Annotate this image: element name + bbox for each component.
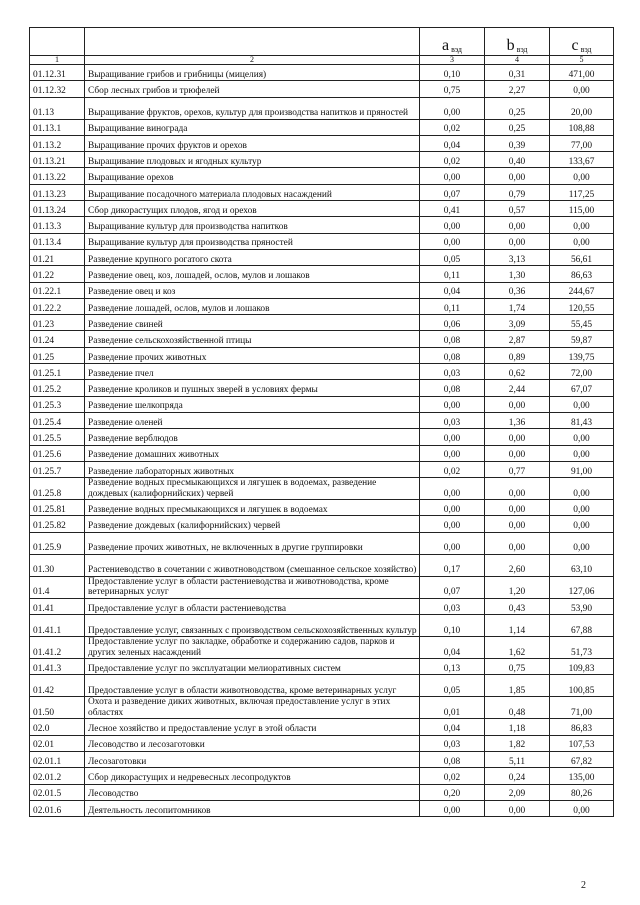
row-name: Предоставление услуг в области растениеводства bbox=[85, 598, 420, 614]
row-value-b: 1,20 bbox=[485, 576, 550, 598]
row-value-a: 0,04 bbox=[420, 135, 485, 151]
row-value-c: 120,55 bbox=[550, 298, 614, 314]
table-row bbox=[30, 800, 614, 816]
coefficients-table bbox=[29, 27, 614, 817]
row-value-a: 0,07 bbox=[420, 576, 485, 598]
row-value-c: 0,00 bbox=[550, 168, 614, 184]
table-row bbox=[30, 298, 614, 314]
row-value-a: 0,03 bbox=[420, 412, 485, 428]
row-name: Разведение овец и коз bbox=[85, 282, 420, 298]
row-value-b: 0,48 bbox=[485, 697, 550, 719]
table-row bbox=[30, 396, 614, 412]
row-name: Разведение крупного рогатого скота bbox=[85, 249, 420, 265]
row-value-c: 59,87 bbox=[550, 331, 614, 347]
table-row bbox=[30, 135, 614, 151]
row-value-c: 0,00 bbox=[550, 233, 614, 249]
row-value-b: 1,30 bbox=[485, 266, 550, 282]
row-code: 01.42 bbox=[30, 675, 85, 697]
row-code: 01.25.7 bbox=[30, 461, 85, 477]
row-value-c: 0,00 bbox=[550, 478, 614, 500]
row-code: 01.41.1 bbox=[30, 615, 85, 637]
table-row bbox=[30, 217, 614, 233]
row-value-c: 72,00 bbox=[550, 364, 614, 380]
row-code: 01.12.31 bbox=[30, 65, 85, 81]
row-value-c: 71,00 bbox=[550, 697, 614, 719]
row-name: Лесозаготовки bbox=[85, 751, 420, 767]
row-code: 01.13.22 bbox=[30, 168, 85, 184]
row-code: 01.25.81 bbox=[30, 500, 85, 516]
row-code: 01.13.3 bbox=[30, 217, 85, 233]
row-code: 02.01.1 bbox=[30, 751, 85, 767]
row-name: Предоставление услуг, связанных с производством сельскохозяйственных культур bbox=[85, 615, 420, 637]
row-value-a: 0,00 bbox=[420, 532, 485, 554]
row-code: 01.30 bbox=[30, 554, 85, 576]
row-value-c: 0,00 bbox=[550, 81, 614, 97]
row-value-a: 0,00 bbox=[420, 800, 485, 816]
row-value-c: 56,61 bbox=[550, 249, 614, 265]
row-name: Выращивание винограда bbox=[85, 119, 420, 135]
table-row bbox=[30, 675, 614, 697]
table-row bbox=[30, 637, 614, 659]
table-row bbox=[30, 168, 614, 184]
row-value-b: 0,39 bbox=[485, 135, 550, 151]
row-name: Деятельность лесопитомников bbox=[85, 800, 420, 816]
row-name: Выращивание культур для производства пряностей bbox=[85, 233, 420, 249]
row-value-c: 67,07 bbox=[550, 380, 614, 396]
row-code: 01.4 bbox=[30, 576, 85, 598]
row-name: Разведение лабораторных животных bbox=[85, 461, 420, 477]
row-value-a: 0,08 bbox=[420, 347, 485, 363]
column-number-row bbox=[30, 56, 614, 65]
row-value-a: 0,75 bbox=[420, 81, 485, 97]
row-value-c: 107,53 bbox=[550, 735, 614, 751]
row-value-c: 471,00 bbox=[550, 65, 614, 81]
row-code: 01.13.24 bbox=[30, 201, 85, 217]
row-code: 01.25.82 bbox=[30, 516, 85, 532]
row-code: 01.41 bbox=[30, 598, 85, 614]
header-a-subscript: вэд bbox=[451, 44, 462, 54]
row-name: Лесоводство и лесозаготовки bbox=[85, 735, 420, 751]
row-code: 01.13.23 bbox=[30, 184, 85, 200]
row-value-b: 0,25 bbox=[485, 119, 550, 135]
table-row bbox=[30, 65, 614, 81]
row-value-a: 0,11 bbox=[420, 298, 485, 314]
row-value-a: 0,08 bbox=[420, 380, 485, 396]
row-code: 01.12.32 bbox=[30, 81, 85, 97]
row-value-c: 77,00 bbox=[550, 135, 614, 151]
row-value-b: 1,85 bbox=[485, 675, 550, 697]
row-name: Лесное хозяйство и предоставление услуг в этой области bbox=[85, 719, 420, 735]
row-value-c: 63,10 bbox=[550, 554, 614, 576]
row-value-b: 0,00 bbox=[485, 168, 550, 184]
row-code: 01.21 bbox=[30, 249, 85, 265]
row-name: Охота и разведение диких животных, включая предоставление услуг в этих областях bbox=[85, 697, 420, 719]
row-code: 02.01 bbox=[30, 735, 85, 751]
table-row bbox=[30, 331, 614, 347]
row-value-c: 51,73 bbox=[550, 637, 614, 659]
header-a bbox=[420, 28, 485, 56]
row-value-c: 135,00 bbox=[550, 768, 614, 784]
row-value-b: 1,14 bbox=[485, 615, 550, 637]
row-value-b: 0,79 bbox=[485, 184, 550, 200]
row-value-c: 53,90 bbox=[550, 598, 614, 614]
table-row bbox=[30, 429, 614, 445]
row-value-a: 0,04 bbox=[420, 282, 485, 298]
table-row bbox=[30, 461, 614, 477]
row-value-b: 0,00 bbox=[485, 217, 550, 233]
row-value-b: 0,36 bbox=[485, 282, 550, 298]
row-code: 01.25.5 bbox=[30, 429, 85, 445]
row-value-c: 100,85 bbox=[550, 675, 614, 697]
row-name: Лесоводство bbox=[85, 784, 420, 800]
row-value-a: 0,05 bbox=[420, 249, 485, 265]
row-name: Разведение дождевых (калифорнийских) червей bbox=[85, 516, 420, 532]
row-value-a: 0,03 bbox=[420, 598, 485, 614]
row-value-b: 0,62 bbox=[485, 364, 550, 380]
row-value-c: 86,83 bbox=[550, 719, 614, 735]
row-value-a: 0,00 bbox=[420, 429, 485, 445]
row-code: 01.13.21 bbox=[30, 152, 85, 168]
row-name: Сбор лесных грибов и трюфелей bbox=[85, 81, 420, 97]
column-number: 1 bbox=[30, 56, 85, 65]
row-name: Выращивание плодовых и ягодных культур bbox=[85, 152, 420, 168]
row-value-b: 1,36 bbox=[485, 412, 550, 428]
row-value-c: 67,88 bbox=[550, 615, 614, 637]
row-value-c: 127,06 bbox=[550, 576, 614, 598]
table-row bbox=[30, 697, 614, 719]
row-value-a: 0,13 bbox=[420, 659, 485, 675]
row-name: Разведение шелкопряда bbox=[85, 396, 420, 412]
row-value-b: 0,57 bbox=[485, 201, 550, 217]
row-value-b: 0,40 bbox=[485, 152, 550, 168]
table-row bbox=[30, 282, 614, 298]
row-value-a: 0,02 bbox=[420, 152, 485, 168]
row-code: 01.25.6 bbox=[30, 445, 85, 461]
row-name: Выращивание орехов bbox=[85, 168, 420, 184]
row-value-c: 244,67 bbox=[550, 282, 614, 298]
row-value-a: 0,08 bbox=[420, 331, 485, 347]
row-value-b: 0,75 bbox=[485, 659, 550, 675]
row-name: Разведение прочих животных, не включенных в другие группировки bbox=[85, 532, 420, 554]
row-code: 01.25.4 bbox=[30, 412, 85, 428]
row-value-b: 5,11 bbox=[485, 751, 550, 767]
row-name: Разведение прочих животных bbox=[85, 347, 420, 363]
page-number: 2 bbox=[581, 880, 586, 891]
row-value-b: 0,43 bbox=[485, 598, 550, 614]
row-value-a: 0,06 bbox=[420, 315, 485, 331]
table-row bbox=[30, 554, 614, 576]
header-b bbox=[485, 28, 550, 56]
table-row bbox=[30, 445, 614, 461]
row-name: Выращивание грибов и грибницы (мицелия) bbox=[85, 65, 420, 81]
row-code: 02.01.6 bbox=[30, 800, 85, 816]
row-value-a: 0,00 bbox=[420, 396, 485, 412]
row-value-c: 0,00 bbox=[550, 500, 614, 516]
table-row bbox=[30, 659, 614, 675]
row-value-b: 0,89 bbox=[485, 347, 550, 363]
table-row bbox=[30, 532, 614, 554]
row-code: 01.25.3 bbox=[30, 396, 85, 412]
table-row bbox=[30, 751, 614, 767]
row-value-a: 0,00 bbox=[420, 500, 485, 516]
row-code: 02.01.2 bbox=[30, 768, 85, 784]
row-value-c: 80,26 bbox=[550, 784, 614, 800]
row-value-a: 0,17 bbox=[420, 554, 485, 576]
table-row bbox=[30, 412, 614, 428]
row-code: 01.13.2 bbox=[30, 135, 85, 151]
column-number: 4 bbox=[485, 56, 550, 65]
row-code: 01.13.4 bbox=[30, 233, 85, 249]
row-value-b: 0,00 bbox=[485, 532, 550, 554]
row-value-b: 0,00 bbox=[485, 800, 550, 816]
row-value-a: 0,03 bbox=[420, 735, 485, 751]
table-row bbox=[30, 576, 614, 598]
table-row bbox=[30, 478, 614, 500]
row-code: 01.22.1 bbox=[30, 282, 85, 298]
row-value-a: 0,00 bbox=[420, 217, 485, 233]
row-value-b: 0,77 bbox=[485, 461, 550, 477]
table-row bbox=[30, 97, 614, 119]
row-value-a: 0,00 bbox=[420, 97, 485, 119]
row-name: Растениеводство в сочетании с животноводством (смешанное сельское хозяйство) bbox=[85, 554, 420, 576]
row-value-a: 0,04 bbox=[420, 637, 485, 659]
row-code: 01.25.2 bbox=[30, 380, 85, 396]
table-row bbox=[30, 347, 614, 363]
header-row bbox=[30, 28, 614, 56]
row-code: 01.41.3 bbox=[30, 659, 85, 675]
table-row bbox=[30, 615, 614, 637]
header-a-label: a bbox=[442, 36, 450, 54]
header-code bbox=[30, 28, 85, 56]
row-value-c: 109,83 bbox=[550, 659, 614, 675]
table-row bbox=[30, 364, 614, 380]
row-value-a: 0,05 bbox=[420, 675, 485, 697]
row-value-b: 0,31 bbox=[485, 65, 550, 81]
row-code: 02.01.5 bbox=[30, 784, 85, 800]
row-value-c: 139,75 bbox=[550, 347, 614, 363]
row-value-c: 91,00 bbox=[550, 461, 614, 477]
row-value-b: 3,13 bbox=[485, 249, 550, 265]
row-value-c: 86,63 bbox=[550, 266, 614, 282]
row-value-b: 0,00 bbox=[485, 478, 550, 500]
row-value-a: 0,41 bbox=[420, 201, 485, 217]
row-value-a: 0,11 bbox=[420, 266, 485, 282]
row-code: 01.23 bbox=[30, 315, 85, 331]
row-value-b: 0,00 bbox=[485, 516, 550, 532]
row-value-b: 0,00 bbox=[485, 500, 550, 516]
row-value-b: 1,82 bbox=[485, 735, 550, 751]
row-name: Разведение сельскохозяйственной птицы bbox=[85, 331, 420, 347]
row-code: 01.24 bbox=[30, 331, 85, 347]
table-row bbox=[30, 598, 614, 614]
row-value-b: 1,74 bbox=[485, 298, 550, 314]
row-value-a: 0,02 bbox=[420, 768, 485, 784]
row-name: Разведение домашних животных bbox=[85, 445, 420, 461]
table-row bbox=[30, 233, 614, 249]
row-name: Предоставление услуг в области животноводства, кроме ветеринарных услуг bbox=[85, 675, 420, 697]
row-value-a: 0,02 bbox=[420, 461, 485, 477]
row-value-a: 0,07 bbox=[420, 184, 485, 200]
row-value-a: 0,00 bbox=[420, 168, 485, 184]
row-value-a: 0,00 bbox=[420, 478, 485, 500]
row-value-a: 0,08 bbox=[420, 751, 485, 767]
table-row bbox=[30, 768, 614, 784]
row-value-c: 0,00 bbox=[550, 516, 614, 532]
row-name: Предоставление услуг по закладке, обработке и содержанию садов, парков и других зеленых насаждений bbox=[85, 637, 420, 659]
row-code: 01.25.1 bbox=[30, 364, 85, 380]
row-name: Разведение верблюдов bbox=[85, 429, 420, 445]
header-b-subscript: вэд bbox=[516, 44, 528, 54]
table-row bbox=[30, 119, 614, 135]
row-value-b: 2,87 bbox=[485, 331, 550, 347]
row-code: 01.22.2 bbox=[30, 298, 85, 314]
row-code: 01.13.1 bbox=[30, 119, 85, 135]
row-value-b: 2,27 bbox=[485, 81, 550, 97]
row-value-a: 0,20 bbox=[420, 784, 485, 800]
row-value-c: 20,00 bbox=[550, 97, 614, 119]
row-name: Предоставление услуг по эксплуатации мелиоративных систем bbox=[85, 659, 420, 675]
row-value-a: 0,10 bbox=[420, 65, 485, 81]
table-row bbox=[30, 266, 614, 282]
row-name: Предоставление услуг в области растениеводства и животноводства, кроме ветеринарных услуг bbox=[85, 576, 420, 598]
row-value-c: 81,43 bbox=[550, 412, 614, 428]
row-value-c: 0,00 bbox=[550, 217, 614, 233]
row-value-a: 0,00 bbox=[420, 516, 485, 532]
row-value-b: 0,24 bbox=[485, 768, 550, 784]
table-row bbox=[30, 516, 614, 532]
row-value-c: 67,82 bbox=[550, 751, 614, 767]
row-code: 01.41.2 bbox=[30, 637, 85, 659]
row-value-c: 0,00 bbox=[550, 800, 614, 816]
row-name: Разведение пчел bbox=[85, 364, 420, 380]
header-c-label: c bbox=[571, 36, 579, 54]
table-row bbox=[30, 784, 614, 800]
column-number: 2 bbox=[85, 56, 420, 65]
column-number: 5 bbox=[550, 56, 614, 65]
row-value-a: 0,00 bbox=[420, 233, 485, 249]
row-value-a: 0,04 bbox=[420, 719, 485, 735]
column-number: 3 bbox=[420, 56, 485, 65]
row-value-b: 0,25 bbox=[485, 97, 550, 119]
row-name: Выращивание прочих фруктов и орехов bbox=[85, 135, 420, 151]
table-body bbox=[30, 65, 614, 817]
row-value-c: 115,00 bbox=[550, 201, 614, 217]
row-value-b: 1,62 bbox=[485, 637, 550, 659]
table-row bbox=[30, 152, 614, 168]
row-value-a: 0,00 bbox=[420, 445, 485, 461]
header-b-label: b bbox=[506, 36, 515, 54]
row-value-b: 0,00 bbox=[485, 445, 550, 461]
row-name: Сбор дикорастущих и недревесных лесопродуктов bbox=[85, 768, 420, 784]
row-value-b: 0,00 bbox=[485, 429, 550, 445]
row-name: Выращивание посадочного материала плодовых насаждений bbox=[85, 184, 420, 200]
table-row bbox=[30, 719, 614, 735]
row-name: Выращивание культур для производства напитков bbox=[85, 217, 420, 233]
row-value-c: 0,00 bbox=[550, 532, 614, 554]
row-name: Разведение лошадей, ослов, мулов и лошаков bbox=[85, 298, 420, 314]
row-value-b: 2,09 bbox=[485, 784, 550, 800]
row-value-b: 2,44 bbox=[485, 380, 550, 396]
row-code: 01.25.8 bbox=[30, 478, 85, 500]
table-row bbox=[30, 81, 614, 97]
table-row bbox=[30, 184, 614, 200]
row-name: Разведение оленей bbox=[85, 412, 420, 428]
row-value-b: 1,18 bbox=[485, 719, 550, 735]
table-row bbox=[30, 249, 614, 265]
row-code: 01.50 bbox=[30, 697, 85, 719]
table-row bbox=[30, 380, 614, 396]
row-name: Сбор дикорастущих плодов, ягод и орехов bbox=[85, 201, 420, 217]
row-name: Разведение водных пресмыкающихся и лягушек в водоемах, разведение дождевых (калифорнийских) червей bbox=[85, 478, 420, 500]
table-row bbox=[30, 500, 614, 516]
row-value-a: 0,02 bbox=[420, 119, 485, 135]
row-value-b: 0,00 bbox=[485, 396, 550, 412]
row-name: Разведение овец, коз, лошадей, ослов, мулов и лошаков bbox=[85, 266, 420, 282]
table-row bbox=[30, 201, 614, 217]
row-value-c: 0,00 bbox=[550, 429, 614, 445]
header-name bbox=[85, 28, 420, 56]
row-value-c: 108,88 bbox=[550, 119, 614, 135]
row-name: Разведение кроликов и пушных зверей в условиях фермы bbox=[85, 380, 420, 396]
row-value-b: 0,00 bbox=[485, 233, 550, 249]
header-c-subscript: вэд bbox=[580, 44, 592, 54]
row-value-a: 0,01 bbox=[420, 697, 485, 719]
row-value-c: 133,67 bbox=[550, 152, 614, 168]
row-value-a: 0,10 bbox=[420, 615, 485, 637]
header-c bbox=[550, 28, 614, 56]
row-code: 01.25 bbox=[30, 347, 85, 363]
row-value-c: 117,25 bbox=[550, 184, 614, 200]
row-value-b: 2,60 bbox=[485, 554, 550, 576]
row-value-b: 3,09 bbox=[485, 315, 550, 331]
row-value-c: 55,45 bbox=[550, 315, 614, 331]
table-row bbox=[30, 315, 614, 331]
row-name: Выращивание фруктов, орехов, культур для производства напитков и пряностей bbox=[85, 97, 420, 119]
row-code: 01.22 bbox=[30, 266, 85, 282]
row-code: 01.13 bbox=[30, 97, 85, 119]
row-name: Разведение свиней bbox=[85, 315, 420, 331]
row-code: 02.0 bbox=[30, 719, 85, 735]
row-value-c: 0,00 bbox=[550, 445, 614, 461]
row-name: Разведение водных пресмыкающихся и лягушек в водоемах bbox=[85, 500, 420, 516]
row-value-c: 0,00 bbox=[550, 396, 614, 412]
row-code: 01.25.9 bbox=[30, 532, 85, 554]
row-value-a: 0,03 bbox=[420, 364, 485, 380]
table-row bbox=[30, 735, 614, 751]
